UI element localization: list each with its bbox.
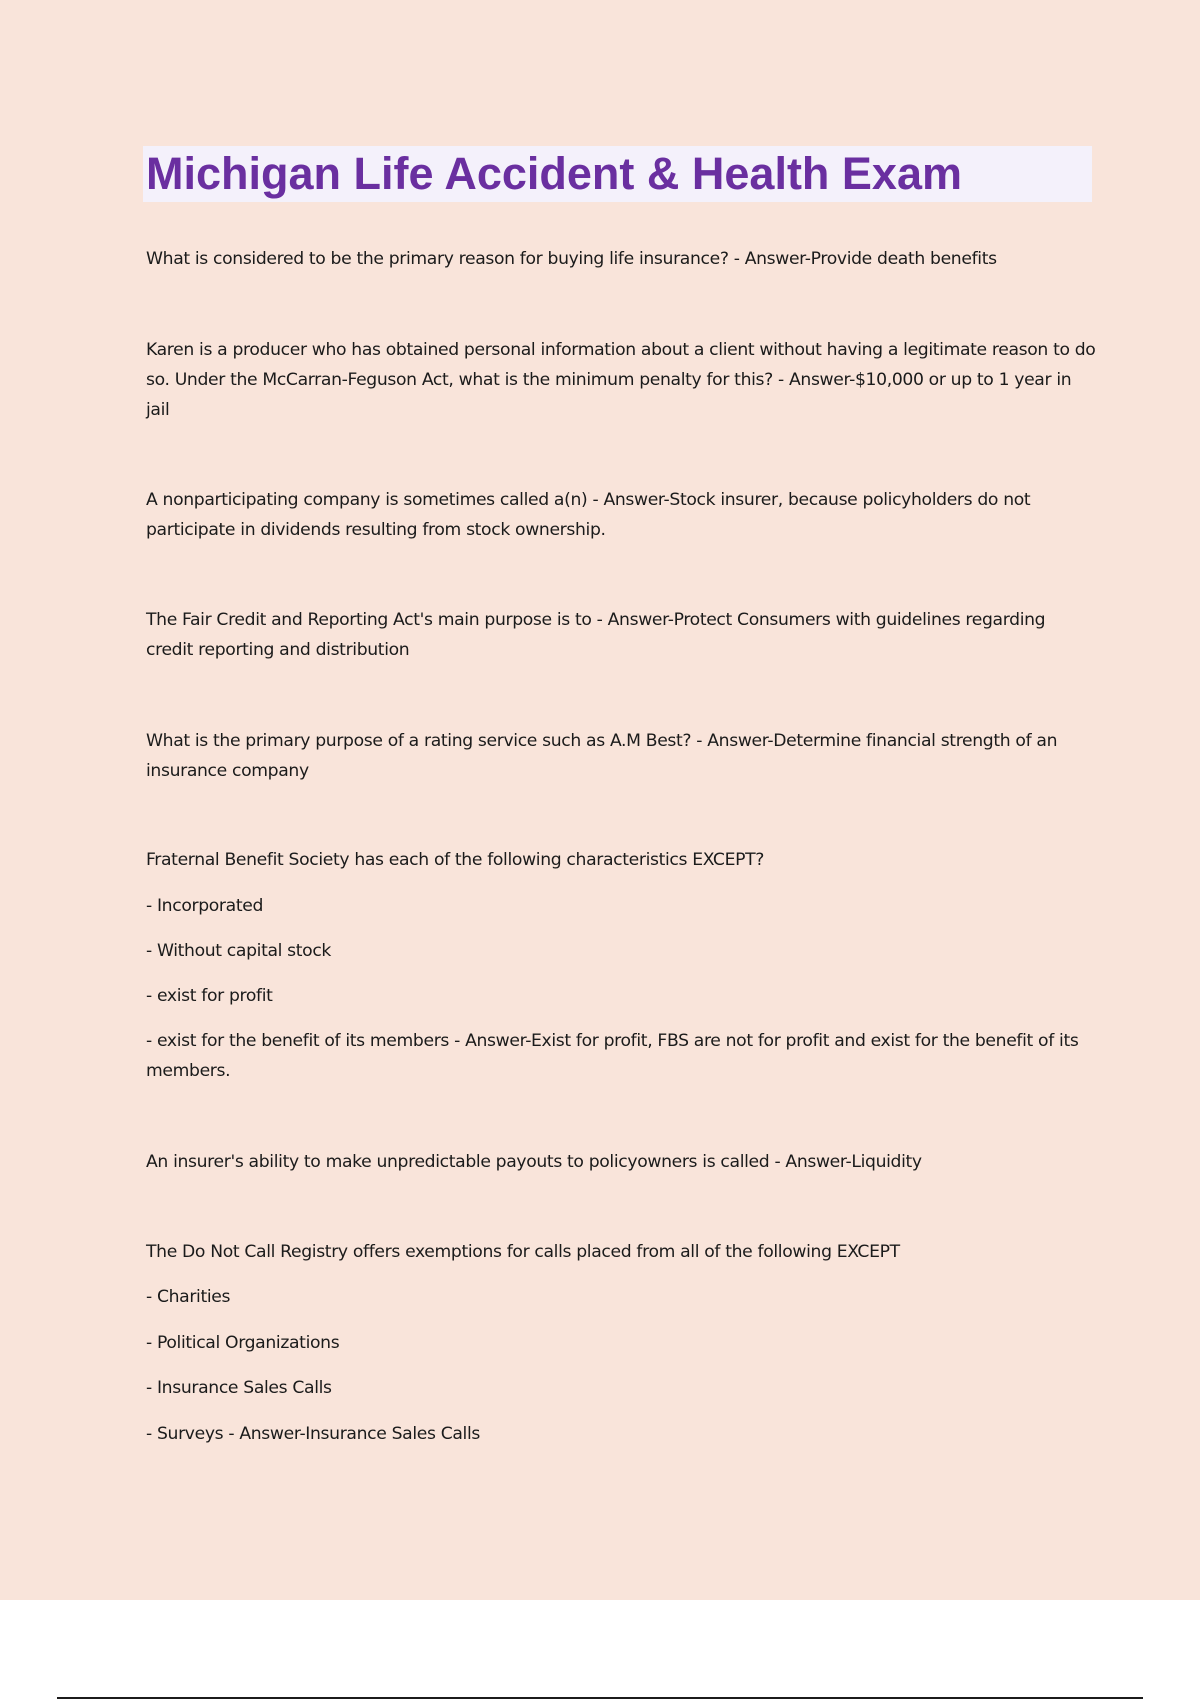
answer-option-wrapped [146, 1026, 1096, 1086]
qa-block-2 [146, 335, 1096, 425]
answer-option: - exist for the benefit of its members - Answer-Exist for profit, FBS are not for profit and exist for the benefit of its members. [146, 1031, 1079, 1081]
answer-option: - Surveys - Answer-Insurance Sales Calls [146, 1424, 480, 1444]
answer-option: - Charities [146, 1287, 231, 1307]
question-text: Karen is a producer who has obtained personal information about a client without having a legitimate reason to do so. Under the McCarran-Feguson Act, what is the minimum penalty for this? - Answer-$10,000 or up to 1 year in jail [146, 340, 1096, 420]
answer-option: - Political Organizations [146, 1333, 340, 1353]
answer-option: - Incorporated [146, 896, 264, 916]
question-text: What is considered to be the primary reason for buying life insurance? - Answer-Provide death benefits [146, 249, 997, 269]
qa-block-5 [146, 726, 1096, 786]
qa-block-1 [146, 244, 1096, 274]
question-text: What is the primary purpose of a rating service such as A.M Best? - Answer-Determine financial strength of an insurance company [146, 731, 1058, 781]
answer-option: - exist for profit [146, 986, 273, 1006]
answer-option: - Insurance Sales Calls [146, 1378, 332, 1398]
question-text: An insurer's ability to make unpredictable payouts to policyowners is called - Answer-Liquidity [146, 1152, 922, 1172]
document-title: Michigan Life Accident & Health Exam [146, 148, 962, 199]
question-text: The Do Not Call Registry offers exemptions for calls placed from all of the following EXCEPT [146, 1242, 900, 1262]
question-text: Fraternal Benefit Society has each of the following characteristics EXCEPT? [146, 850, 765, 870]
qa-block-4 [146, 605, 1096, 665]
question-text: The Fair Credit and Reporting Act's main purpose is to - Answer-Protect Consumers with guidelines regarding credit reporting and distribution [146, 610, 1046, 660]
qa-block-3 [146, 485, 1096, 545]
qa-block-7 [146, 1147, 1096, 1177]
question-text: A nonparticipating company is sometimes called a(n) - Answer-Stock insurer, because policyholders do not participate in dividends resulting from stock ownership. [146, 490, 1031, 540]
answer-option: - Without capital stock [146, 941, 332, 961]
page-divider-line [57, 1697, 1143, 1699]
